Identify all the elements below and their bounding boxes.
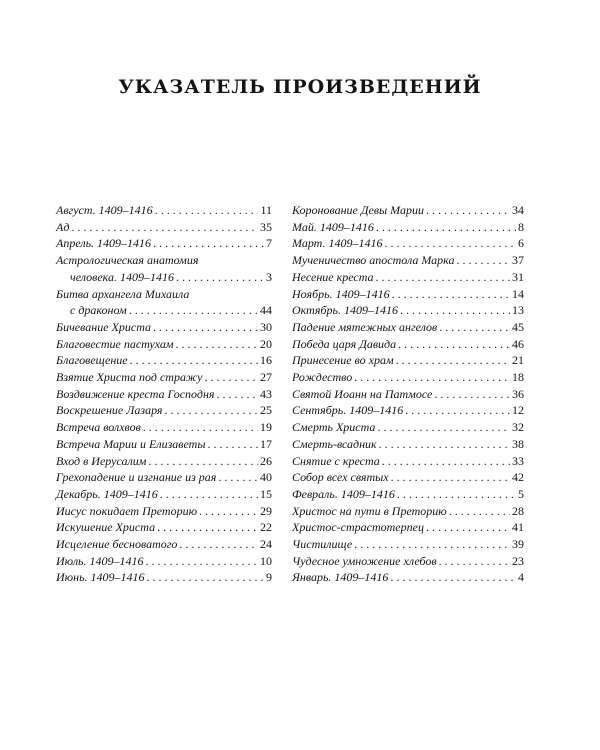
entry-title: Святой Иоанн на Патмосе (292, 386, 433, 401)
entry-title: Астрологическая анатомия (56, 253, 199, 268)
dot-leader (129, 302, 258, 319)
page-number: 37 (512, 253, 524, 268)
dot-leader (392, 286, 510, 303)
entry-title: Грехопадение и изгнание из рая (56, 470, 217, 485)
page-title: УКАЗАТЕЛЬ ПРОИЗВЕДЕНИЙ (118, 76, 482, 98)
page-number: 8 (518, 219, 524, 234)
page-number: 33 (512, 453, 524, 468)
index-entry (56, 336, 272, 353)
index-entry (292, 386, 524, 403)
dot-leader (382, 453, 510, 470)
page-number: 20 (260, 336, 272, 351)
page-number: 7 (266, 236, 272, 251)
index-entry (56, 503, 272, 520)
dot-leader (155, 202, 259, 219)
entry-title: Декабрь. 1409–1416 (56, 486, 158, 501)
page-number: 9 (266, 570, 272, 585)
dot-leader (439, 319, 510, 336)
entry-title: Август. 1409–1416 (56, 203, 153, 217)
entry-title: Встреча волхвов (56, 420, 141, 435)
entry-title: Июнь. 1409–1416 (56, 570, 145, 585)
entry-title: с драконом (70, 303, 127, 318)
entry-title: Принесение во храм (292, 353, 394, 368)
index-entry (56, 453, 272, 470)
page-number: 30 (260, 319, 272, 334)
page-number: 4 (518, 570, 524, 585)
dot-leader (354, 369, 510, 386)
page-number: 22 (260, 520, 272, 535)
dot-leader (391, 469, 510, 486)
dot-leader (398, 336, 510, 353)
index-entry (56, 469, 272, 486)
dot-leader (449, 503, 510, 520)
entry-title: Встреча Марии и Елизаветы (56, 436, 206, 451)
entry-title: Октябрь. 1409–1416 (292, 303, 399, 318)
dot-leader (165, 402, 259, 419)
page-number: 5 (518, 486, 524, 501)
index-entry (56, 386, 272, 403)
page-number: 29 (260, 503, 272, 518)
dot-leader (390, 569, 516, 586)
dot-leader (397, 486, 516, 503)
page-number: 19 (260, 420, 272, 435)
entry-title: Битва архангела Михаила (56, 286, 190, 301)
index-entry (56, 369, 272, 386)
dot-leader (176, 336, 258, 353)
index-entry (292, 453, 524, 470)
index-entry (56, 486, 272, 503)
entry-title: Январь. 1409–1416 (292, 570, 389, 585)
index-entry (56, 352, 272, 369)
dot-leader (207, 436, 258, 453)
index-entry (56, 436, 272, 453)
dot-leader (426, 202, 510, 219)
entry-title: Благовещение (56, 353, 128, 368)
dot-leader (160, 486, 258, 503)
page-number: 42 (512, 470, 524, 485)
entry-title: Собор всех святых (292, 470, 389, 485)
entry-title: Февраль. 1409–1416 (292, 486, 395, 501)
index-entry (56, 519, 272, 536)
entry-title: Смерть-всадник (292, 436, 377, 451)
dot-leader (179, 536, 258, 553)
index-entry (292, 402, 524, 419)
page-number: 36 (512, 386, 524, 401)
index-entry (56, 219, 272, 236)
page-number: 24 (260, 537, 272, 552)
index-entry (56, 202, 272, 219)
dot-leader (456, 252, 510, 269)
entry-title: Воздвижение креста Господня (56, 386, 215, 401)
index-column-left (56, 202, 272, 586)
dot-leader (146, 553, 258, 570)
index-entry (292, 286, 524, 303)
page-number: 41 (512, 520, 524, 535)
entry-title: Июль. 1409–1416 (56, 553, 144, 568)
dot-leader (396, 352, 510, 369)
index-entry (292, 269, 524, 286)
page-number: 38 (512, 436, 524, 451)
entry-title: Сентябрь. 1409–1416 (292, 403, 404, 418)
entry-title: человека. 1409–1416 (70, 269, 174, 284)
entry-title: Снятие с креста (292, 453, 380, 468)
page-number: 3 (266, 269, 272, 284)
page-number: 25 (260, 403, 272, 418)
entry-title: Чудесное умножение хлебов (292, 553, 437, 568)
index-entry (292, 336, 524, 353)
entry-title: Май. 1409–1416 (292, 219, 374, 234)
entry-title: Воскрешение Лазаря (56, 403, 163, 418)
page-number: 28 (512, 503, 524, 518)
index-column-right (292, 202, 524, 586)
index-entry (56, 235, 272, 252)
dot-leader (130, 352, 258, 369)
page-number: 44 (260, 303, 272, 318)
entry-title: Коронование Девы Марии (292, 203, 424, 217)
page-number: 23 (512, 553, 524, 568)
entry-title: Победа царя Давида (292, 336, 397, 351)
index-entry (292, 519, 524, 536)
entry-title: Ноябрь. 1409–1416 (292, 286, 390, 301)
entry-title: Благовестие пастухам (56, 336, 174, 351)
page-number: 32 (512, 420, 524, 435)
page-number: 16 (260, 353, 272, 368)
index-entry (292, 219, 524, 236)
page-number: 6 (518, 236, 524, 251)
dot-leader (218, 469, 258, 486)
dot-leader (153, 235, 264, 252)
dot-leader (426, 519, 510, 536)
page-number: 18 (512, 370, 524, 385)
index-entry (56, 269, 272, 286)
dot-leader (176, 269, 264, 286)
index-entry (292, 352, 524, 369)
page-number: 45 (512, 319, 524, 334)
dot-leader (148, 453, 258, 470)
page-number: 21 (512, 353, 524, 368)
entry-title: Рождество (292, 370, 353, 385)
dot-leader (379, 436, 510, 453)
index-entry (56, 402, 272, 419)
page-number: 14 (512, 286, 524, 301)
page-number: 39 (512, 537, 524, 552)
entry-title: Апрель. 1409–1416 (56, 236, 152, 251)
entry-title: Смерть Христа (292, 420, 376, 435)
entry-title: Бичевание Христа (56, 319, 152, 334)
page-number: 35 (260, 219, 272, 234)
dot-leader (153, 319, 258, 336)
index-entry (292, 536, 524, 553)
index-entry (292, 436, 524, 453)
page-number: 26 (260, 453, 272, 468)
index-entry (292, 202, 524, 219)
entry-title: Христос-страстотерпец (292, 520, 424, 535)
page-number: 31 (512, 269, 524, 284)
index-entry (292, 369, 524, 386)
entry-title: Иисус покидает Преторию (56, 503, 198, 518)
page-number: 34 (512, 203, 524, 217)
index-entry (56, 252, 272, 269)
dot-leader (384, 235, 516, 252)
page-number: 11 (260, 203, 272, 217)
index-entry (292, 503, 524, 520)
page-number: 40 (260, 470, 272, 485)
entry-title: Март. 1409–1416 (292, 236, 383, 251)
index-entry (292, 419, 524, 436)
index-entry (292, 235, 524, 252)
index-entry (292, 319, 524, 336)
index-entry (56, 286, 272, 303)
index-entry (56, 319, 272, 336)
dot-leader (147, 569, 264, 586)
page-number: 12 (512, 403, 524, 418)
index-entry (292, 486, 524, 503)
entry-title: Чистилище (292, 537, 353, 552)
entry-title: Падение мятежных ангелов (292, 319, 438, 334)
index-entry (292, 553, 524, 570)
index-entry (292, 569, 524, 586)
entry-title: Взятие Христа под стражу (56, 370, 203, 385)
index-entry (56, 419, 272, 436)
entry-title: Ад (56, 219, 70, 234)
index-entry (56, 536, 272, 553)
dot-leader (71, 219, 258, 236)
dot-leader (157, 519, 258, 536)
page-number: 43 (260, 386, 272, 401)
page-number: 15 (260, 486, 272, 501)
page-number: 10 (260, 553, 272, 568)
entry-title: Мученичество апостола Марка (292, 253, 455, 268)
index-entry (56, 569, 272, 586)
dot-leader (204, 369, 258, 386)
entry-title: Исцеление бесноватого (56, 537, 178, 552)
entry-title: Вход в Иерусалим (56, 453, 147, 468)
page-number: 46 (512, 336, 524, 351)
index-entry (56, 302, 272, 319)
index-entry (292, 252, 524, 269)
dot-leader (199, 503, 258, 520)
entry-title: Христос на пути в Преторию (292, 503, 447, 518)
index-entry (56, 553, 272, 570)
dot-leader (400, 302, 510, 319)
page-number: 13 (512, 303, 524, 318)
page-number: 17 (260, 436, 272, 451)
dot-leader (439, 553, 510, 570)
dot-leader (405, 402, 510, 419)
dot-leader (216, 386, 258, 403)
dot-leader (376, 219, 516, 236)
entry-title: Искушение Христа (56, 520, 156, 535)
dot-leader (434, 386, 510, 403)
dot-leader (143, 419, 258, 436)
index-entry (292, 302, 524, 319)
dot-leader (377, 419, 510, 436)
dot-leader (376, 269, 510, 286)
index-entry (292, 469, 524, 486)
entry-title: Несение креста (292, 269, 374, 284)
page-number: 27 (260, 370, 272, 385)
dot-leader (354, 536, 510, 553)
